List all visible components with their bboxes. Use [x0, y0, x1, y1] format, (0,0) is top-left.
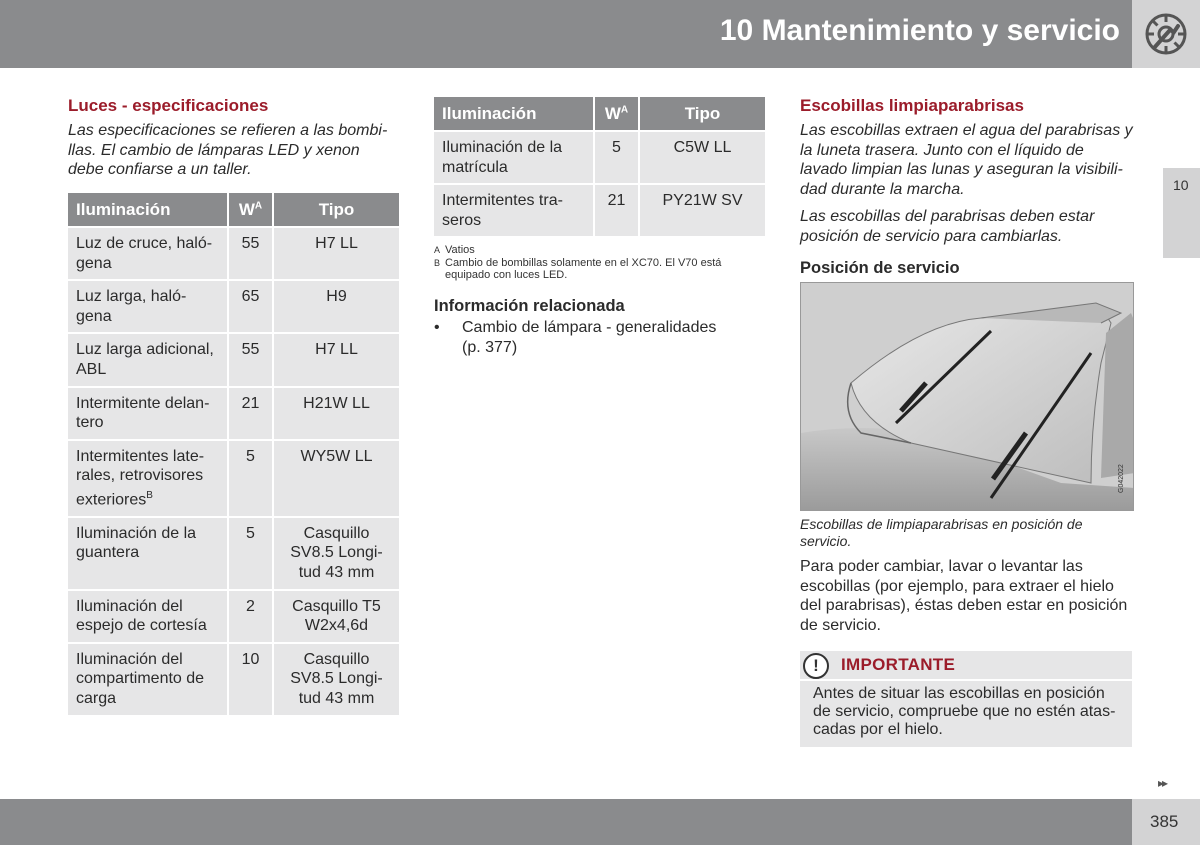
footnote: B Cambio de bombillas solamente en el XC70. El V70 está equipado con luces LED.	[434, 256, 722, 281]
chapter-icon-box	[1132, 0, 1200, 68]
row-watts: 55	[229, 228, 272, 279]
chapter-side-tab	[1163, 168, 1200, 258]
wipers-section-title: Escobillas limpiaparabrisas	[800, 96, 1024, 115]
row-type: Casquillo SV8.5 Longi- tud 43 mm	[274, 518, 399, 589]
row-type: C5W LL	[640, 132, 765, 183]
col-type-header: Tipo	[640, 97, 765, 130]
row-type: H9	[274, 281, 399, 332]
table-row	[68, 518, 399, 589]
row-watts: 21	[229, 388, 272, 439]
page-number: 385	[1150, 812, 1179, 831]
table-row	[68, 334, 399, 385]
row-name: Iluminación del espejo de cortesía	[68, 591, 227, 642]
row-watts: 10	[229, 644, 272, 715]
related-info-title: Información relacionada	[434, 297, 625, 315]
row-watts: 5	[595, 132, 638, 183]
rear-lights-spec-table	[432, 95, 767, 238]
side-tab-label: 10	[1173, 177, 1189, 193]
row-type: Casquillo T5 W2x4,6d	[274, 591, 399, 642]
row-type: Casquillo SV8.5 Longi- tud 43 mm	[274, 644, 399, 715]
lights-spec-table	[66, 191, 401, 717]
table-row	[68, 388, 399, 439]
row-name: Iluminación de la guantera	[68, 518, 227, 589]
col-watts-header: $W^A$	[595, 97, 638, 130]
table-row	[68, 281, 399, 332]
windshield-illustration	[801, 283, 1134, 511]
figure-caption: Escobillas de limpiaparabrisas en posición de servicio.	[800, 516, 1083, 549]
row-watts: 21	[595, 185, 638, 236]
page-header	[0, 0, 1200, 68]
important-text: Antes de situar las escobillas en posición de servicio, compruebe que no estén atas- cadas por el hielo.	[813, 685, 1116, 738]
table-row	[68, 591, 399, 642]
row-name: Intermitentes late- rales, retrovisores exteriores$^B$	[68, 441, 227, 516]
col-illumination-header: Iluminación	[434, 97, 593, 130]
row-name: Luz larga, haló- gena	[68, 281, 227, 332]
row-name: Iluminación de la matrícula	[434, 132, 593, 183]
important-header	[800, 651, 1132, 681]
row-type: H7 LL	[274, 334, 399, 385]
row-watts: 2	[229, 591, 272, 642]
row-watts: 5	[229, 518, 272, 589]
row-name: Iluminación del compartimento de carga	[68, 644, 227, 715]
row-type: WY5W LL	[274, 441, 399, 516]
row-name: Intermitente delan- tero	[68, 388, 227, 439]
page-footer	[0, 799, 1200, 845]
row-name: Luz de cruce, haló- gena	[68, 228, 227, 279]
footnote: A Vatios	[434, 244, 475, 256]
col-watts-header: $W^A$	[229, 193, 272, 226]
lights-section-title: Luces - especificaciones	[68, 96, 269, 115]
related-link[interactable]: • Cambio de lámpara - generalidades (p. 377)	[434, 319, 717, 356]
table-header-row	[68, 193, 399, 226]
table-row	[434, 132, 765, 183]
row-watts: 55	[229, 334, 272, 385]
wipers-intro: Las escobillas extraen el agua del parabrisas y la luneta trasera. Junto con el líquido de lavado limpian las lunas y aseguran la visibili- dad durante la marcha.	[800, 122, 1133, 198]
row-watts: 5	[229, 441, 272, 516]
row-type: H21W LL	[274, 388, 399, 439]
table-row	[68, 644, 399, 715]
chapter-title: 10 Mantenimiento y servicio	[719, 14, 1120, 47]
important-label: IMPORTANTE	[841, 655, 956, 674]
col-illumination-header: Iluminación	[68, 193, 227, 226]
table-row	[68, 228, 399, 279]
wipers-intro-2: Las escobillas del parabrisas deben estar posición de servicio para cambiarlas.	[800, 208, 1095, 245]
row-type: H7 LL	[274, 228, 399, 279]
table-row	[434, 185, 765, 236]
wrench-gear-icon	[1144, 12, 1188, 56]
wipers-body: Para poder cambiar, lavar o levantar las escobillas (por ejemplo, para extraer el hielo del parabrisas), éstas deben estar en posición de servicio.	[800, 558, 1128, 634]
row-watts: 65	[229, 281, 272, 332]
figure-code: G042022	[1118, 464, 1125, 493]
row-name: Intermitentes tra- seros	[434, 185, 593, 236]
wiper-service-position-illustration	[800, 282, 1134, 511]
row-name: Luz larga adicional, ABL	[68, 334, 227, 385]
page-number-box	[1132, 799, 1200, 845]
next-page-icon: ▸▸	[1158, 776, 1167, 790]
table-row	[68, 441, 399, 516]
table-header-row	[434, 97, 765, 130]
important-notice	[800, 651, 1132, 747]
warning-icon: !	[803, 653, 829, 679]
lights-intro: Las especificaciones se refieren a las bombi- llas. El cambio de lámparas LED y xenon debe confiarse a un taller.	[68, 122, 388, 179]
col-type-header: Tipo	[274, 193, 399, 226]
service-position-title: Posición de servicio	[800, 259, 960, 277]
bullet-icon: •	[434, 319, 440, 336]
row-type: PY21W SV	[640, 185, 765, 236]
table-footnotes	[434, 244, 764, 282]
